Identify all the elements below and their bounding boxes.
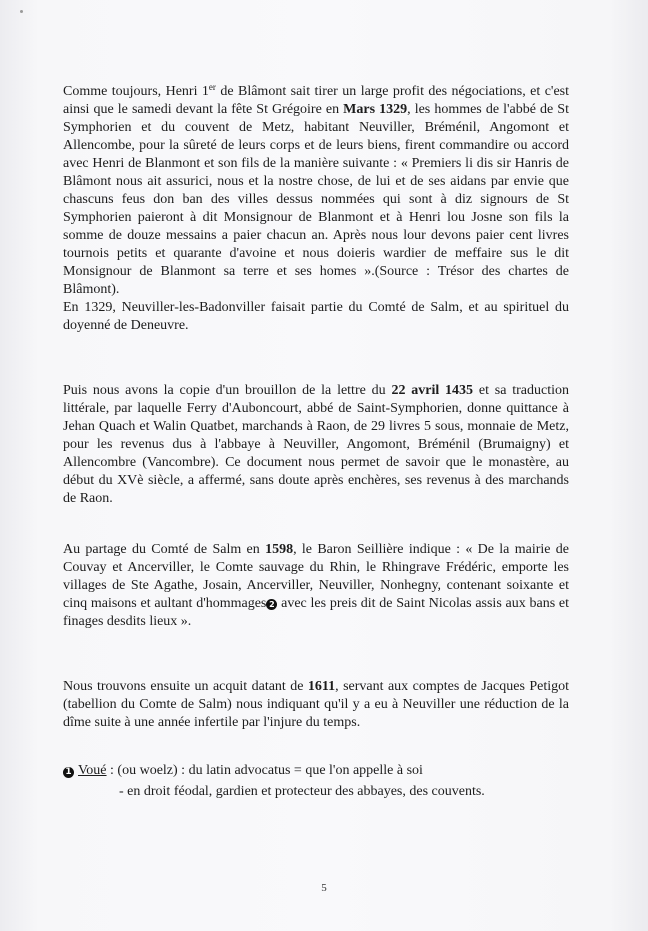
- p1-text-c: , les hommes de l'abbé de St Symphorien et du couvent de Metz, habitant Neuviller, Bréménil, Angomont et Allencombe, pour la sûreté de leurs corps et de leurs biens, firent commandire ou accord avec Henri de Blanmont et son fils de la manière suivante : « Premiers li dis sir Hanris de Blâmont nous ait assurici, nous et la nostre chose, de lui et de ses aidans par envie que chascuns feus don ban des villes dessus nommées qui sont à diz signours de St Symphorien paieront à dit Monsignour de Blanmont et à Henri lou Josne son fils la somme de douze messains a paier chacun an. Après nous lour devons paier cent livres tournois petits et quarante d'avoine et nous doieris wardier de meffaire sus le dit Monsignour de Blanmont sa terre et ses homes ».(Source : Trésor des chartes de Blâmont).: [63, 102, 569, 297]
- p4-text-a: Au partage du Comté de Salm en: [63, 542, 266, 557]
- paragraph-1329-accord: [63, 78, 569, 299]
- p3-text-a: Puis nous avons la copie d'un brouillon de la lettre du: [63, 383, 392, 398]
- paragraph-1435-letter: [63, 382, 569, 508]
- p5-date-bold: 1611: [307, 679, 336, 694]
- p4-text-c: avec les preis dit de Saint Nicolas assis aux bans et finages desdits lieux ».: [63, 596, 569, 629]
- p5-text-a: Nous trouvons ensuite un acquit datant de: [63, 679, 308, 694]
- p4-date-bold: 1598: [265, 542, 294, 557]
- p3-date-bold: 22 avril 1435: [391, 383, 474, 398]
- footnote-subitem: - en droit féodal, gardien et protecteur des abbayes, des couvents.: [119, 784, 485, 799]
- p4-text-b: , le Baron Seillière indique : « De la mairie de Couvay et Ancerviller, le Comte sauvage du Rhin, le Rhingrave Frédéric, emporte les villages de Ste Agathe, Josain, Ancerviller, Neuviller, Nonhegny, contenant soixante et cinq maisons et aultant d'hommages: [63, 542, 570, 611]
- p1-date-bold: Mars 1329: [343, 102, 408, 117]
- p1-superscript: er: [208, 82, 216, 92]
- p3-text-b: et sa traduction littérale, par laquelle Ferry d'Auboncourt, abbé de Saint-Symphorien, donne quittance à Jehan Quach et Walin Quatbet, marchands à Raon, de 29 livres 5 sous, monnaie de Metz, pour les revenus dus à l'abbaye à Neuviller, Angomont, Bréménil (Brumaigny) et Allencombre (Vancombre). Ce document nous permet de savoir que le monastère, au début du XVè siècle, a affermé, sans doute après enchères, ses revenus à des marchands de Raon.: [63, 383, 569, 506]
- paragraph-1611-acquit: [63, 678, 569, 732]
- footnote: [63, 762, 569, 801]
- p5-text-b: , servant aux comptes de Jacques Petigot (tabellion du Comte de Salm) nous indiquant qu'il y a eu à Neuviller une réduction de la dîme suite à une année infertile par l'injure du temps.: [63, 679, 570, 730]
- footnote-1-icon: 1: [63, 767, 74, 778]
- body-text: [63, 78, 569, 801]
- footnote-term: Voué: [78, 763, 107, 778]
- page-number: 5: [321, 882, 327, 894]
- scan-speck: [20, 10, 23, 13]
- footnote-definition: : (ou woelz) : du latin advocatus = que l'on appelle à soi: [106, 763, 423, 778]
- footnote-2-icon: 2: [266, 599, 277, 610]
- p1-text-b: de Blâmont sait tirer un large profit des négociations, et c'est ainsi que le samedi devant la fête St Grégoire en: [63, 84, 569, 117]
- paragraph-1598-partage: [63, 541, 569, 631]
- p1-text-a: Comme toujours, Henri 1: [63, 84, 209, 99]
- paragraph-neuviller-salm: En 1329, Neuviller-les-Badonviller faisait partie du Comté de Salm, et au spirituel du doyenné de Deneuvre.: [63, 300, 569, 333]
- footnote-line: [63, 762, 569, 780]
